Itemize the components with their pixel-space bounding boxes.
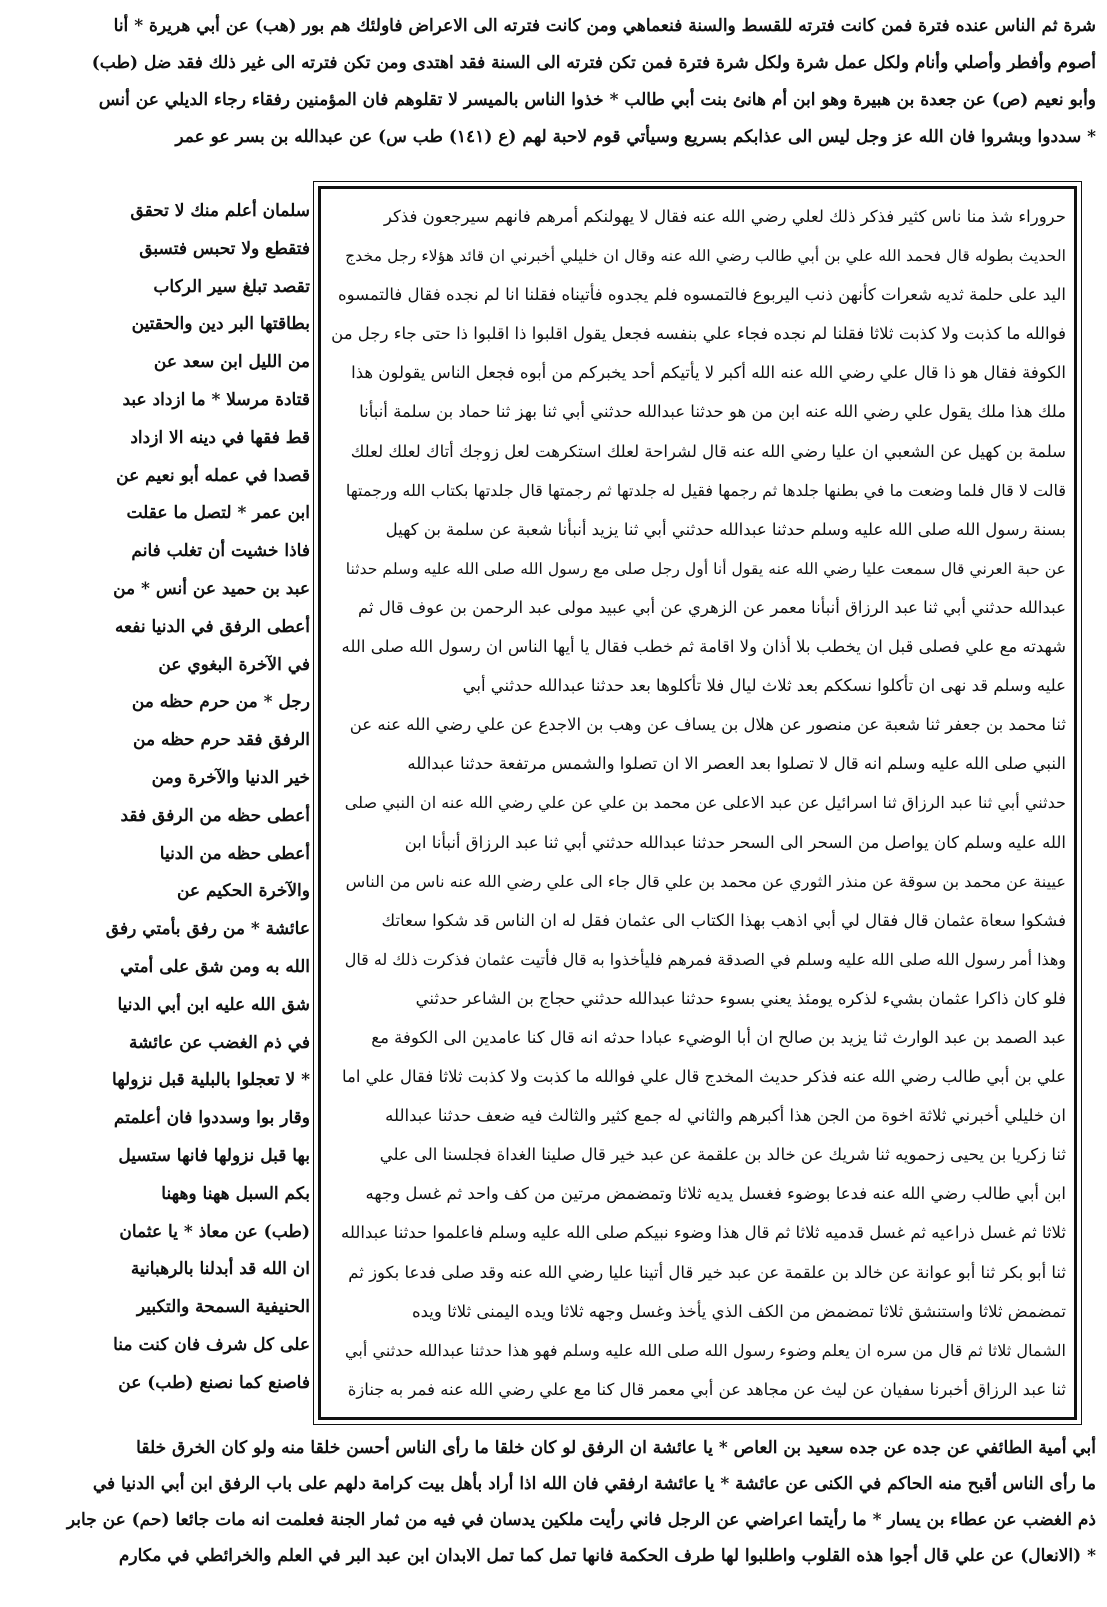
side-margin-line: من الليل ابن سعد عن	[153, 352, 310, 373]
main-text-line: فشكوا سعاة عثمان قال فقال لي أبي اذهب بهذا الكتاب الى عثمان فقل له ان الناس قد شكوا سعاتك	[381, 910, 1066, 930]
side-margin-line: بكم السبل ههنا وههنا	[161, 1183, 310, 1204]
bottom-margin-line: * (الانعال) عن علي قال أجوا هذه القلوب واطلبوا لها طرف الحكمة فانها تمل كما تمل الابدان ابن عبد البر في العلم والخرائطي في مكارم	[118, 1545, 1096, 1566]
main-text-line: بسنة رسول الله صلى الله عليه وسلم حدثنا عبدالله حدثني أبي ثنا يزيد أنبأنا شعبة عن سلمة بن كهيل	[385, 519, 1066, 539]
side-margin-line: (طب) عن معاذ * يا عثمان	[119, 1221, 310, 1242]
side-margin-line: قط فقها في دينه الا ازداد	[130, 427, 310, 448]
side-margin-line: سلمان أعلم منك لا تحقق	[130, 201, 310, 221]
main-text-line: الشمال ثلاثا ثم قال من سره ان يعلم وضوء رسول الله صلى الله عليه وسلم فهو هذا حدثنا عبدالله حدثني أبي	[344, 1340, 1066, 1360]
main-text-line: ابن أبي طالب رضي الله عنه فدعا بوضوء فغسل يديه ثلاثا وتمضمض مرتين من كف واحد ثم غسل وجهه	[365, 1184, 1066, 1204]
main-text-line: علي بن أبي طالب رضي الله عنه فذكر حديث المخدج قال علي فوالله ما كذبت ولا كذبت ثلاثا فقال علي اما	[341, 1067, 1066, 1087]
side-margin-line: في ذم الغضب عن عائشة	[128, 1032, 310, 1053]
bottom-margin-text	[18, 1430, 1096, 1574]
bottom-margin-line: ذم الغضب عن عطاء بن يسار * ما رأيتما اعراضي عن الرجل فاني رأيت ملكين يدسان في فيه من ثمار الجنة فعلمت انه مات جائعا (حم) عن جابر	[66, 1509, 1096, 1530]
main-text-line: ثنا محمد بن جعفر ثنا شعبة عن منصور عن هلال بن يساف عن وهب بن الاجدع عن علي رضي الله عنه عن	[349, 715, 1066, 735]
top-margin-line: أصوم وأفطر وأصلي وأنام ولكل عمل شرة ولكل شرة فترة فمن تكن فترته الى السنة فقد اهتدى ومن تكن فترته الى غير ذلك فقد ضل (طب)	[91, 53, 1096, 73]
main-text-line: حدثني أبي ثنا عبد الرزاق ثنا اسرائيل عن عبد الاعلى عن محمد بن علي عن علي رضي الله عنه ان النبي صلى	[344, 793, 1066, 813]
side-margin-line: شق الله عليه ابن أبي الدنيا	[117, 994, 310, 1015]
side-margin-line: بها قبل نزولها فانها ستسيل	[118, 1145, 310, 1166]
main-text-line: الحديث بطوله قال فحمد الله علي بن أبي طالب رضي الله عنه وقال ان خليلي أخبرني ان قائد هؤلاء رجل مخدج	[345, 246, 1066, 266]
main-text-line: ملك هذا ملك يقول علي رضي الله عنه ابن من هو حدثنا عبدالله حدثني أبي ثنا بهز ثنا حماد بن سلمة أنبأنا	[359, 402, 1066, 422]
main-text-line: شهدته مع علي فصلى قبل ان يخطب بلا أذان ولا اقامة ثم خطب فقال يا أيها الناس ان رسول الله صلى الله	[341, 637, 1066, 657]
side-margin-line: قصدا في عمله أبو نعيم عن	[116, 465, 310, 486]
main-text-body	[330, 197, 1066, 1409]
main-text-line: وهذا أمر رسول الله صلى الله عليه وسلم في الصدقة فمرهم فليأخذوا به قال فأتيت عثمان فذكرت ذلك له قال	[344, 949, 1066, 969]
side-margin-line: تقصد تبلغ سير الركاب	[153, 276, 310, 297]
side-margin-line: عائشة * من رفق بأمتي رفق	[105, 919, 310, 940]
side-margin-line: ان الله قد أبدلنا بالرهبانية	[130, 1259, 310, 1280]
main-text-line: فلو كان ذاكرا عثمان بشيء لذكره يومئذ يعني بسوء حدثنا عبدالله حدثني حجاج بن الشاعر حدثني	[415, 988, 1066, 1008]
side-margin-line: وقار بوا وسددوا فان أعلمتم	[113, 1108, 310, 1129]
main-text-line: ثنا عبد الرزاق أخبرنا سفيان عن ليث عن مجاهد عن أبي معمر قال كنا مع علي رضي الله عنه فمر به جنازة	[347, 1379, 1066, 1399]
main-text-line: ثنا زكريا بن يحيى زحمويه ثنا شريك عن خالد بن علقمة عن عبد خير قال صلينا الغداة فجلسنا الى علي	[379, 1145, 1066, 1165]
side-margin-line: والآخرة الحكيم عن	[176, 881, 310, 902]
main-text-line: ثنا أبو بكر ثنا أبو عوانة عن خالد بن علقمة عن عبد خير قال أتينا عليا رضي الله عنه وقد صلى فدعا بكوز ثم	[348, 1262, 1066, 1282]
side-margin-line: فاصنع كما نصنع (طب) عن	[118, 1372, 310, 1393]
side-margin-line: أعطى الرفق في الدنيا نفعه	[114, 616, 310, 637]
side-margin-line: قتادة مرسلا * ما ازداد عبد	[122, 389, 310, 410]
main-text-line: الكوفة فقال هو ذا قال علي رضي الله عنه الله أكبر لا يأتيكم أحد يخبركم من أبوه فجعل الناس يقولون هذا	[351, 363, 1066, 383]
bottom-margin-line: ما رأى الناس أقبح منه الحاكم في الكنى عن عائشة * يا عائشة ارفقي فان الله اذا أراد بأهل بيت كرامة دلهم على باب الرفق ابن أبي الدنيا في	[92, 1473, 1096, 1494]
main-text-line: فوالله ما كذبت ولا كذبت ثلاثا فقلنا لم نجده فجاء علي بنفسه فجعل يقول اقلبوا ذا اقلبوا ذا حتى جاء رجل من	[331, 324, 1066, 344]
main-text-line: عبدالله حدثني أبي ثنا عبد الرزاق أنبأنا معمر عن الزهري عن أبي عبيد مولى عبد الرحمن بن عوف قال ثم	[358, 597, 1066, 617]
side-margin-line: خير الدنيا والآخرة ومن	[151, 767, 310, 788]
side-margin-line: ابن عمر * لتصل ما عقلت	[126, 503, 310, 524]
main-text-line: عبد الصمد بن عبد الوارث ثنا يزيد بن صالح ان أبا الوضيء عبادا حدثه انه قال كنا عامدين الى الكوفة مع	[371, 1027, 1066, 1047]
main-text-line: حروراء شذ منا ناس كثير فذكر ذلك لعلي رضي الله عنه فقال لا يهولنكم أمرهم فانهم سيرجعون فذكر	[383, 207, 1066, 226]
side-margin-line: فاذا خشيت أن تغلب فانم	[131, 541, 310, 562]
main-text-line: عن حبة العرني قال سمعت عليا رضي الله عنه يقول أنا أول رجل صلى مع رسول الله صلى الله عليه وسلم حدثنا	[345, 558, 1066, 578]
main-text-line: تمضمض ثلاثا واستنشق ثلاثا تمضمض من الكف الذي يأخذ وغسل وجهه ثلاثا ويده اليمنى ثلاثا ويده	[412, 1301, 1066, 1321]
main-text-line: سلمة بن كهيل عن الشعبي ان عليا رضي الله عنه قال لشراحة لعلك استكرهت لعل زوجك أتاك لعلك لعلك	[350, 441, 1066, 461]
side-margin-line: * لا تعجلوا بالبلية قبل نزولها	[112, 1070, 310, 1091]
top-margin-line: وأبو نعيم (ص) عن جعدة بن هبيرة وهو ابن أم هانئ بنت أبي طالب * خذوا الناس بالميسر لا تقلوهم فان المؤمنين رفقاء رجاء الديلي عن أنس	[98, 90, 1096, 110]
side-margin-line: الحنيفية السمحة والتكبير	[136, 1297, 310, 1318]
side-margin-line: الرفق فقد حرم حظه من	[133, 730, 310, 751]
main-text-line: عيينة عن محمد بن سوقة عن منذر الثوري عن محمد بن علي قال جاء الى علي رضي الله عنه ناس من الناس	[345, 871, 1066, 891]
side-margin-line: عبد بن حميد عن أنس * من	[113, 578, 310, 599]
side-margin-line: بطاقتها البر دين والحقتين	[131, 314, 310, 335]
side-margin-line: الله به ومن شق على أمتي	[120, 956, 310, 977]
main-text-line: ان خليلي أخبرني ثلاثة اخوة من الجن هذا أكبرهم والثاني له جمع كثير والثالث فيه ضعف حدثنا عبدالله	[385, 1106, 1066, 1126]
main-text-line: اليد على حلمة ثديه شعرات كأنهن ذنب اليربوع فالتمسوه فلم يجدوه فأتيناه فقلنا انا لم نجده فقال فالتمسوه	[337, 285, 1066, 305]
side-margin-line: رجل * من حرم حظه من	[131, 692, 310, 713]
side-margin-line: على كل شرف فان كنت منا	[113, 1334, 310, 1355]
side-margin-line: فتقطع ولا تحبس فتسبق	[139, 238, 310, 259]
main-text-line: عليه وسلم قد نهى ان تأكلوا نسككم بعد ثلاث ليال فلا تأكلوها بعد حدثنا عبدالله حدثني أبي	[462, 676, 1066, 696]
main-text-line: الله عليه وسلم كان يواصل من السحر الى السحر حدثنا عبدالله حدثني أبي ثنا عبد الرزاق أنبأنا ابن	[404, 832, 1066, 852]
top-margin-text	[18, 8, 1096, 156]
main-text-line: ثلاثا ثم غسل ذراعيه ثم غسل قدميه ثلاثا ثم قال هذا وضوء نبيكم صلى الله عليه وسلم فاعلموا حدثنا عبدالله	[341, 1223, 1066, 1243]
side-margin-line: أعطى حظه من الرفق فقد	[120, 805, 310, 826]
side-margin-line: أعطى حظه من الدنيا	[159, 843, 310, 864]
top-margin-line: * سددوا وبشروا فان الله عز وجل ليس الى عذابكم بسريع وسيأتي قوم لاحبة لهم (ع (١٤١) طب س) عن عبدالله بن بسر عو عمر	[175, 127, 1096, 147]
bottom-margin-line: أبي أمية الطائفي عن جده عن جده سعيد بن العاص * يا عائشة ان الرفق لو كان خلقا ما رأى الناس أحسن خلقا منه ولو كان الخرق خلقا	[136, 1437, 1096, 1458]
main-text-line: النبي صلى الله عليه وسلم انه قال لا تصلوا بعد العصر الا ان تصلوا والشمس مرتفعة حدثنا عبدالله	[407, 754, 1066, 774]
main-text-line: قالت لا قال فلما وضعت ما في بطنها جلدها ثم رجمها فقيل له جلدتها ثم رجمتها قال جلدتها بكتاب الله ورجمتها	[345, 480, 1066, 500]
side-margin-text	[18, 193, 310, 1403]
side-margin-line: في الآخرة البغوي عن	[158, 654, 310, 675]
top-margin-line: شرة ثم الناس عنده فترة فمن كانت فترته للقسط والسنة فنعماهي ومن كانت فترته الى الاعراض فاولئك هم بور (هب) عن أبي هريرة * أنا	[113, 16, 1096, 36]
